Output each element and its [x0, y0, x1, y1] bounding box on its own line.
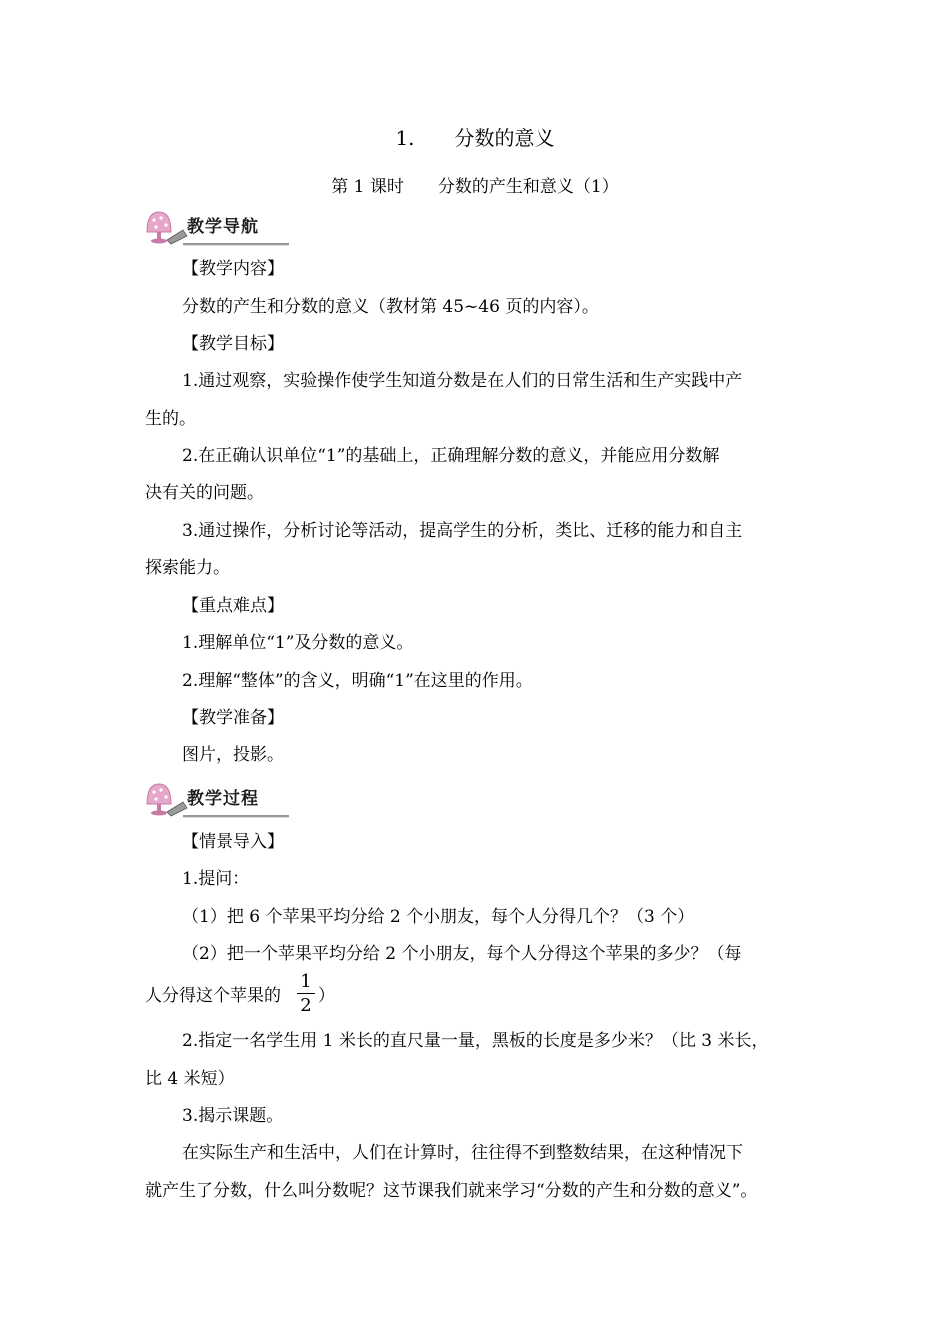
text-line: 【重点难点】: [182, 596, 284, 616]
section-badge-process: [143, 778, 293, 818]
badge-nav-label: 教学导航: [187, 217, 259, 237]
text-line: 比 4 米短）: [145, 1069, 235, 1089]
text-line: 1.提问：: [182, 869, 250, 889]
text-line: 2.在正确认识单位“1”的基础上，正确理解分数的意义，并能应用分数解: [182, 446, 720, 466]
text-line: 3.通过操作，分析讨论等活动，提高学生的分析，类比、迁移的能力和自主: [182, 521, 743, 541]
lesson-subtitle: [0, 172, 950, 197]
section-badge-nav: [143, 206, 293, 246]
text-line: 【教学内容】: [182, 259, 284, 279]
text-line: 【教学目标】: [182, 334, 284, 354]
text-line: 探索能力。: [145, 558, 230, 578]
text-line: 决有关的问题。: [145, 483, 264, 503]
text-line: （2）把一个苹果平均分给 2 个小朋友，每个人分得这个苹果的多少？（每: [182, 944, 742, 964]
fraction-denominator: 2: [300, 995, 312, 1016]
fraction-numerator: 1: [300, 971, 312, 992]
text-line: 在实际生产和生活中，人们在计算时，往往得不到整数结果，在这种情况下: [182, 1143, 743, 1163]
text-line: 人分得这个苹果的: [145, 986, 281, 1006]
text-line: 分数的产生和分数的意义（教材第 45~46 页的内容）。: [182, 297, 599, 317]
badge-process-label: 教学过程: [187, 789, 259, 809]
text-line: 图片，投影。: [182, 745, 284, 765]
lesson-number: 第 1 课时: [331, 177, 404, 197]
text-line: 就产生了分数，什么叫分数呢？这节课我们就来学习“分数的产生和分数的意义”。: [145, 1181, 758, 1201]
text-line: 2.理解“整体”的含义，明确“1”在这里的作用。: [182, 671, 533, 691]
title-text: 分数的意义: [454, 126, 555, 150]
text-line: 3.揭示课题。: [182, 1106, 284, 1126]
text-line: 1.理解单位“1”及分数的意义。: [182, 633, 414, 653]
page-title: [0, 122, 950, 151]
title-number: 1.: [395, 126, 415, 150]
text-line: 2.指定一名学生用 1 米长的直尺量一量，黑板的长度是多少米？（比 3 米长，: [182, 1031, 769, 1051]
fraction-one-half: [297, 971, 315, 1017]
text-line: ）: [318, 986, 335, 1006]
text-line: 【情景导入】: [182, 832, 284, 852]
text-line: （1）把 6 个苹果平均分给 2 个小朋友，每个人分得几个？（3 个）: [182, 907, 695, 927]
text-line: 生的。: [145, 409, 196, 429]
text-line: 【教学准备】: [182, 708, 284, 728]
lesson-title: 分数的产生和意义（1）: [437, 177, 619, 197]
fraction-bar: [297, 993, 315, 994]
text-line: 1.通过观察，实验操作使学生知道分数是在人们的日常生活和生产实践中产: [182, 371, 743, 391]
